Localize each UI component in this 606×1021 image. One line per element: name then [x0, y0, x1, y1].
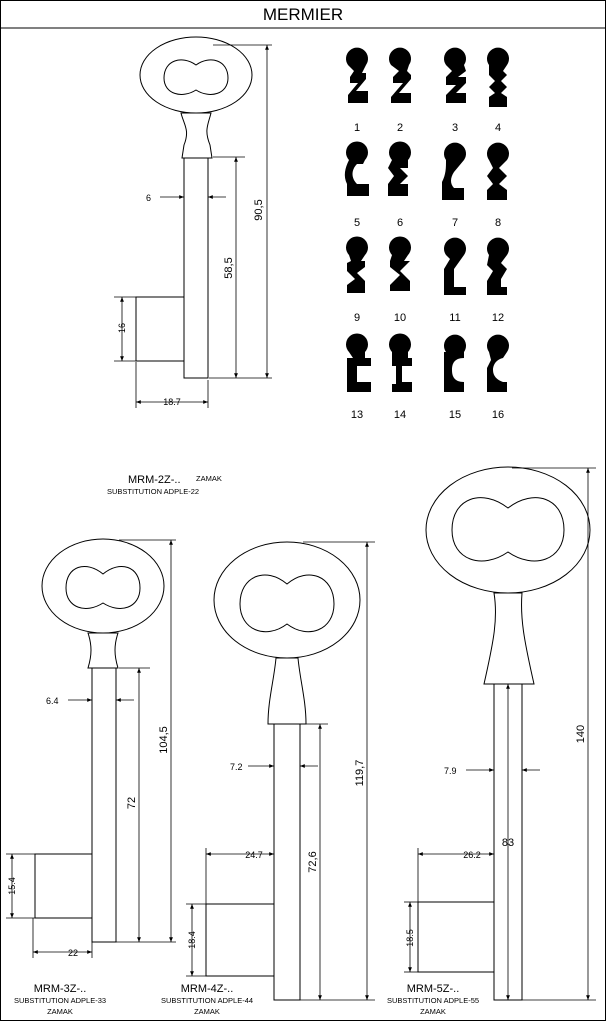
profile-2 — [389, 48, 411, 134]
profile-shape-7 — [442, 143, 466, 200]
dim-bit-height-3z: 15.4 — [7, 877, 17, 895]
profile-4 — [487, 48, 509, 134]
dim-bit-depth-2z: 18.7 — [163, 397, 181, 407]
dim-width-5z: 7.9 — [444, 766, 457, 776]
profile-number-8: 8 — [494, 217, 502, 229]
page-title: MERMIER — [262, 5, 344, 24]
profile-number-13: 13 — [350, 409, 364, 421]
profile-10 — [389, 236, 411, 324]
profile-shape-2 — [389, 48, 411, 103]
dim-bit-height-4z: 18.4 — [187, 931, 197, 949]
profile-shape-3 — [444, 48, 466, 103]
model-mrm-4z: MRM-4Z-.. — [180, 983, 234, 995]
model-mrm-2z: MRM-2Z-.. — [128, 474, 181, 486]
profile-12 — [487, 238, 509, 324]
dim-bit-depth-5z: 26.2 — [463, 850, 481, 860]
material-mrm-5z: ZAMAK — [420, 1007, 446, 1016]
material-mrm-3z: ZAMAK — [47, 1007, 73, 1016]
profile-shape-11 — [444, 238, 466, 295]
model-mrm-3z: MRM-3Z-.. — [33, 983, 87, 995]
substitution-mrm-2z: SUBSTITUTION ADPLE-22 — [107, 487, 200, 496]
dim-length-2z: 58,5 — [223, 257, 235, 279]
profile-number-5: 5 — [353, 217, 361, 229]
profile-number-2: 2 — [396, 122, 404, 134]
dim-total-4z: 119,7 — [354, 759, 366, 787]
dim-bit-height-5z: 18.5 — [405, 929, 415, 947]
profile-shape-5 — [345, 141, 369, 196]
profile-shape-9 — [346, 236, 368, 293]
dim-total-2z: 90,5 — [253, 199, 265, 221]
material-mrm-4z: ZAMAK — [194, 1007, 220, 1016]
key-mrm-3z — [35, 539, 164, 942]
profile-shape-4 — [487, 48, 509, 107]
profile-shape-6 — [388, 141, 411, 196]
profile-number-6: 6 — [396, 217, 404, 229]
profile-shape-10 — [389, 236, 411, 291]
profile-15 — [444, 335, 466, 421]
dim-bit-height-2z: 16 — [117, 322, 127, 334]
material-mrm-2z: ZAMAK — [196, 474, 222, 483]
profile-number-16: 16 — [491, 409, 505, 421]
label-mrm-3z — [14, 983, 106, 1016]
profile-8 — [487, 143, 509, 229]
dim-bit-depth-4z: 24.7 — [245, 850, 263, 860]
substitution-mrm-5z: SUBSTITUTION ADPLE-55 — [386, 996, 480, 1005]
substitution-mrm-3z: SUBSTITUTION ADPLE-33 — [13, 996, 107, 1005]
dim-length-5z: 83 — [501, 837, 515, 849]
dim-total-5z: 140 — [575, 724, 587, 744]
profile-shape-13 — [346, 333, 371, 392]
label-mrm-5z — [387, 983, 479, 1016]
dim-length-4z: 72,6 — [307, 851, 319, 873]
label-mrm-4z — [161, 983, 253, 1016]
profile-shape-15 — [444, 335, 466, 392]
profile-1 — [346, 48, 368, 134]
profile-11 — [444, 238, 466, 324]
profile-5 — [345, 141, 369, 229]
dim-width-4z: 7.2 — [230, 762, 243, 772]
profile-13 — [346, 333, 371, 421]
profile-number-1: 1 — [353, 122, 361, 134]
key-mrm-2z — [136, 37, 252, 378]
profile-9 — [346, 236, 368, 324]
profile-shape-12 — [487, 238, 509, 295]
profile-shape-1 — [346, 48, 368, 103]
dim-length-3z: 72 — [126, 796, 138, 810]
keyway-profiles-grid — [345, 48, 509, 421]
profile-6 — [388, 141, 411, 229]
profile-shape-16 — [487, 335, 509, 392]
profile-shape-14 — [389, 333, 412, 392]
dim-bit-depth-3z: 22 — [67, 948, 79, 958]
profile-number-10: 10 — [393, 312, 407, 324]
model-mrm-5z: MRM-5Z-.. — [406, 983, 460, 995]
key-mrm-5z — [418, 467, 590, 1000]
profile-7 — [442, 143, 466, 229]
profile-number-11: 11 — [449, 312, 461, 324]
profile-number-9: 9 — [353, 312, 361, 324]
dim-total-3z: 104,5 — [158, 726, 170, 754]
profile-shape-8 — [487, 143, 509, 200]
profile-number-12: 12 — [491, 312, 505, 324]
profile-16 — [487, 335, 509, 421]
label-mrm-2z — [107, 474, 222, 496]
profile-number-14: 14 — [393, 409, 407, 421]
profile-number-15: 15 — [448, 409, 462, 421]
profile-number-3: 3 — [451, 122, 459, 134]
dim-width-3z: 6.4 — [46, 696, 59, 706]
profile-number-4: 4 — [494, 122, 502, 134]
profile-3 — [444, 48, 466, 134]
profile-14 — [389, 333, 412, 421]
profile-number-7: 7 — [451, 217, 459, 229]
substitution-mrm-4z: SUBSTITUTION ADPLE-44 — [160, 996, 254, 1005]
dim-width-2z: 6 — [146, 193, 152, 203]
